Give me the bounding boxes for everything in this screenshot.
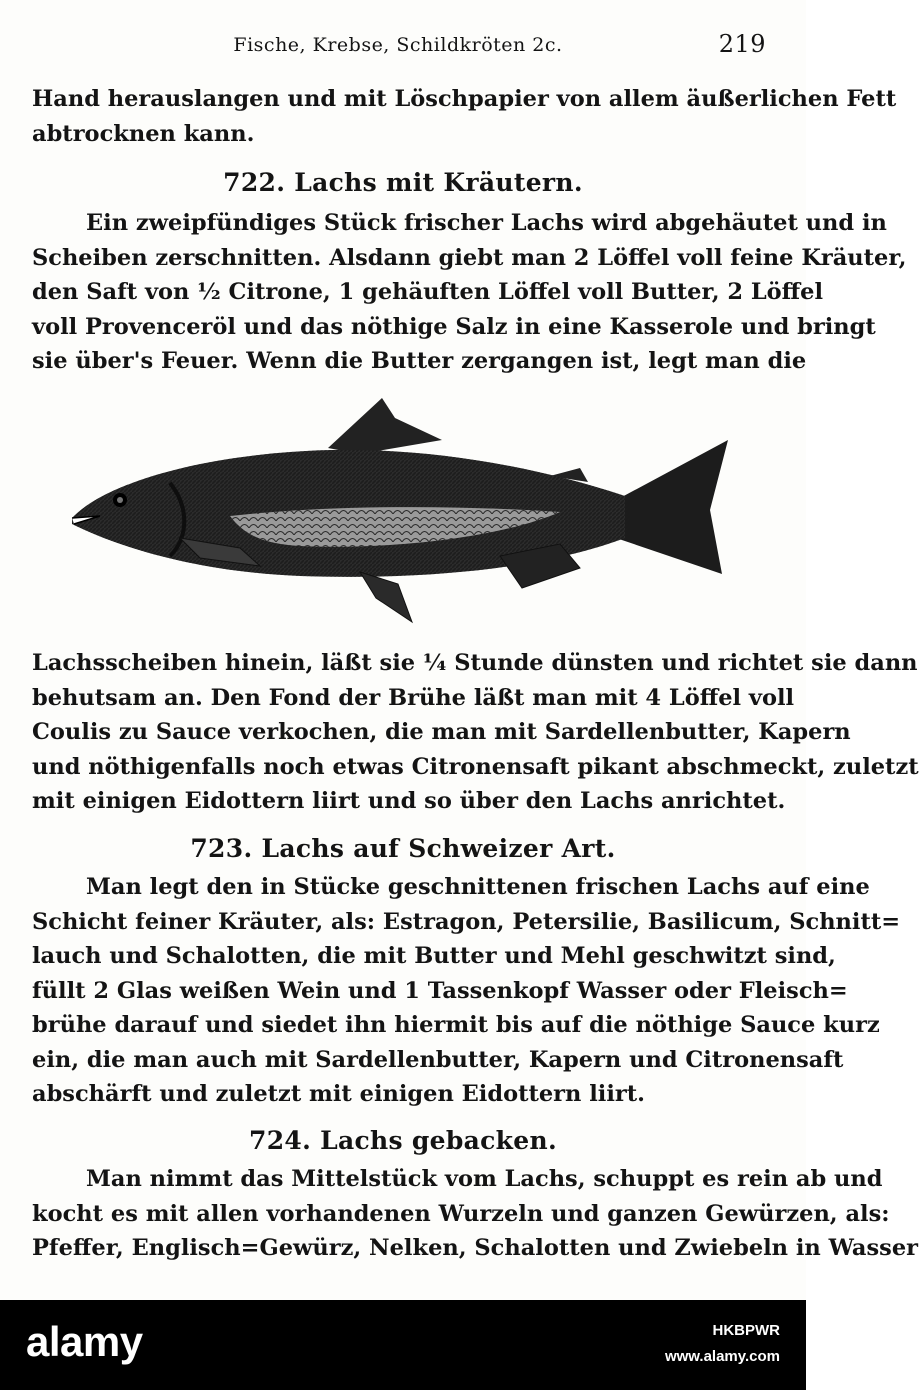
text-line: füllt 2 Glas weißen Wein und 1 Tassenkopf Wasser oder Fleisch= [32, 977, 848, 1004]
text-line: behutsam an. Den Fond der Brühe läßt man mit 4 Löffel voll [32, 684, 795, 711]
text-line: Coulis zu Sauce verkochen, die man mit Sardellenbutter, Kapern [32, 719, 851, 745]
text-line: sie über's Feuer. Wenn die Butter zergangen ist, legt man die [32, 348, 807, 374]
watermark-bar [0, 1300, 806, 1390]
text-line: Man legt den in Stücke geschnittenen frischen Lachs auf eine [86, 874, 870, 900]
running-head [30, 28, 766, 68]
text-line: Lachsscheiben hinein, läßt sie ¼ Stunde dünsten und richtet sie dann [32, 650, 918, 676]
text-line: Man nimmt das Mittelstück vom Lachs, schuppt es rein ab und [86, 1166, 883, 1192]
recipe-heading-722: 722. Lachs mit Kräutern. [223, 168, 583, 197]
text-line: voll Provenceröl und das nöthige Salz in eine Kasserole und bringt [32, 313, 876, 340]
text-line: abschärft und zuletzt mit einigen Eidottern liirt. [32, 1081, 645, 1107]
text-line: Pfeffer, Englisch=Gewürz, Nelken, Schalotten und Zwiebeln in Wasser [32, 1235, 919, 1261]
recipe-heading-724: 724. Lachs gebacken. [249, 1126, 557, 1155]
text-line: Schicht feiner Kräuter, als: Estragon, Petersilie, Basilicum, Schnitt= [32, 908, 901, 935]
text-line: brühe darauf und siedet ihn hiermit bis auf die nöthige Sauce kurz [32, 1012, 880, 1038]
alamy-logo: alamy [26, 1318, 143, 1365]
recipe-724-paragraph [32, 1162, 919, 1266]
recipe-723-paragraph [32, 870, 901, 1112]
site-url: www.alamy.com [664, 1348, 780, 1365]
text-line: Ein zweipfündiges Stück frischer Lachs wird abgehäutet und in [86, 210, 887, 236]
running-title: Fische, Krebse, Schildkröten 2c. [233, 34, 563, 56]
recipe-722-paragraph-top [32, 206, 907, 379]
text-line: ein, die man auch mit Sardellenbutter, Kapern und Citronensaft [32, 1046, 844, 1073]
tail-fin [616, 440, 728, 574]
salmon-engraving-icon [60, 388, 740, 638]
text-line: kocht es mit allen vorhandenen Wurzeln und ganzen Gewürzen, als: [32, 1200, 890, 1227]
recipe-heading-723: 723. Lachs auf Schweizer Art. [190, 834, 616, 863]
text-line: den Saft von ½ Citrone, 1 gehäuften Löffel voll Butter, 2 Löffel [32, 279, 824, 305]
text-line: abtrocknen kann. [32, 120, 255, 147]
text-line: und nöthigenfalls noch etwas Citronensaft pikant abschmeckt, zuletzt [32, 753, 919, 780]
text-line: Hand herauslangen und mit Löschpapier von allem äußerlichen Fett [32, 86, 897, 112]
recipe-722-paragraph-bottom [32, 646, 919, 819]
image-id: HKBPWR [712, 1322, 780, 1339]
text-line: mit einigen Eidottern liirt und so über den Lachs anrichtet. [32, 788, 786, 814]
intro-paragraph [32, 82, 897, 151]
text-line: lauch und Schalotten, die mit Butter und Mehl geschwitzt sind, [32, 943, 836, 969]
dorsal-fin [328, 398, 442, 454]
text-line: Scheiben zerschnitten. Alsdann giebt man 2 Löffel voll feine Kräuter, [32, 244, 907, 271]
page-number: 219 [718, 30, 766, 58]
